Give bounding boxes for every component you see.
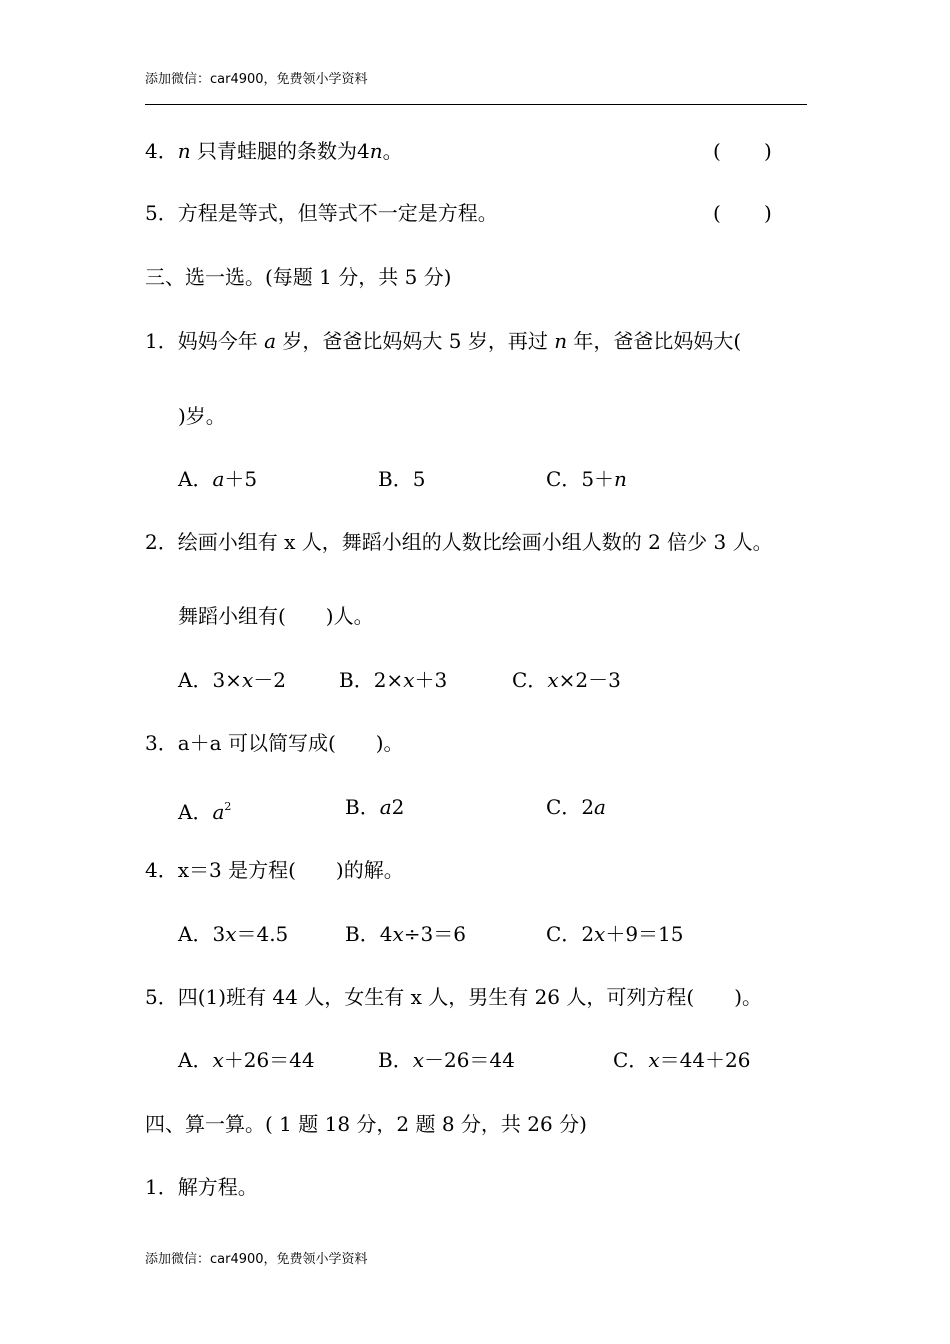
q2-option-b[interactable]: B．2×x＋3: [339, 668, 448, 692]
q4-option-a[interactable]: A．3x＝4.5: [178, 922, 289, 946]
q4-option-c[interactable]: C．2x＋9＝15: [546, 922, 684, 946]
footer-note: 添加微信：car4900，免费领小学资料: [145, 1252, 368, 1267]
question-2: 2．绘画小组有 x 人，舞蹈小组的人数比绘画小组人数的 2 倍少 3 人。: [145, 530, 773, 554]
q5-option-c[interactable]: C．x＝44＋26: [613, 1048, 751, 1072]
q3-option-c[interactable]: C．2a: [546, 795, 606, 819]
q5-option-a[interactable]: A．x＋26＝44: [178, 1048, 315, 1072]
question-5: 5．四(1)班有 44 人，女生有 x 人，男生有 26 人，可列方程( )。: [145, 985, 762, 1009]
q1-option-c[interactable]: C．5＋n: [546, 467, 627, 491]
q2-option-c[interactable]: C．x×2－3: [512, 668, 621, 692]
section-4-title: 四、算一算。( 1 题 18 分，2 题 8 分，共 26 分): [145, 1112, 587, 1136]
question-2-continued: 舞蹈小组有( )人。: [178, 604, 374, 628]
q4-option-b[interactable]: B．4x÷3＝6: [345, 922, 466, 946]
section-4-question-1: 1．解方程。: [145, 1175, 258, 1199]
q5-option-b[interactable]: B．x－26＝44: [378, 1048, 515, 1072]
header-rule: [145, 104, 807, 105]
answer-paren-left[interactable]: (: [713, 201, 721, 225]
header-note: 添加微信：car4900，免费领小学资料: [145, 72, 368, 87]
answer-paren-right: ): [764, 139, 772, 163]
answer-paren-right: ): [764, 201, 772, 225]
q1-option-a[interactable]: A．a＋5: [178, 467, 258, 491]
q2-option-a[interactable]: A．3×x－2: [178, 668, 286, 692]
answer-paren-left[interactable]: (: [713, 139, 721, 163]
question-3: 3．a＋a 可以简写成( )。: [145, 731, 404, 755]
judge-item-4: 4．n 只青蛙腿的条数为4n。: [145, 139, 403, 163]
judge-item-5: 5．方程是等式，但等式不一定是方程。: [145, 201, 498, 225]
q3-option-b[interactable]: B．a2: [345, 795, 405, 819]
question-1-continued: )岁。: [178, 404, 226, 428]
question-4: 4．x＝3 是方程( )的解。: [145, 858, 404, 882]
section-3-title: 三、选一选。(每题 1 分，共 5 分): [145, 265, 452, 289]
q3-option-a[interactable]: A．$a^2$: [178, 800, 232, 824]
q1-option-b[interactable]: B．5: [378, 467, 426, 491]
question-1: 1．妈妈今年 a 岁，爸爸比妈妈大 5 岁，再过 n 年，爸爸比妈妈大(: [145, 329, 742, 353]
